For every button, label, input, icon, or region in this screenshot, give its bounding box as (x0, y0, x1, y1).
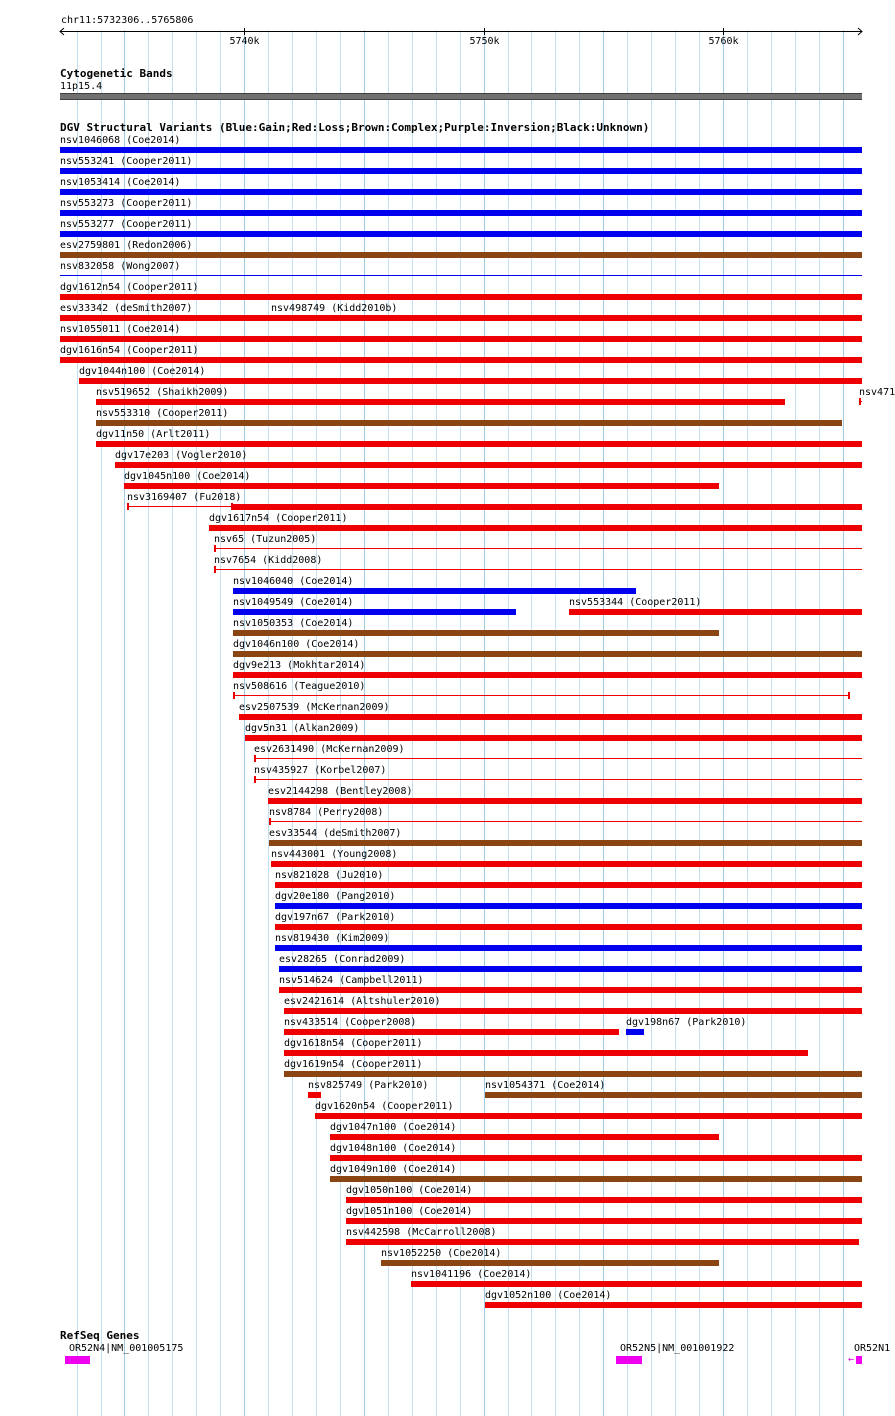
sv-feature-bar[interactable] (279, 966, 862, 972)
sv-feature-bar[interactable] (346, 1197, 862, 1203)
sv-feature-bar[interactable] (233, 588, 636, 594)
sv-feature-label: nsv553241 (Cooper2011) (60, 156, 193, 167)
sv-feature-bar[interactable] (127, 506, 233, 507)
sv-feature-label: dgv17e203 (Vogler2010) (115, 450, 248, 461)
sv-feature-bar[interactable] (275, 903, 862, 909)
sv-feature-label: dgv1612n54 (Cooper2011) (60, 282, 199, 293)
sv-feature-bar[interactable] (214, 569, 862, 570)
gene-label: OR52N5|NM_001001922 (620, 1343, 735, 1354)
sv-feature-bar[interactable] (330, 1155, 862, 1161)
sv-feature-bar[interactable] (485, 1302, 862, 1308)
sv-feature-label: nsv821028 (Ju2010) (275, 870, 384, 881)
sv-feature-bar[interactable] (485, 1092, 862, 1098)
sv-feature-bar[interactable] (60, 275, 862, 276)
sv-feature-label: nsv1049549 (Coe2014) (233, 597, 354, 608)
sv-feature-label: nsv553273 (Cooper2011) (60, 198, 193, 209)
sv-feature-label: dgv1620n54 (Cooper2011) (315, 1101, 454, 1112)
refseq-title: RefSeq Genes (60, 1329, 140, 1342)
sv-feature-bar[interactable] (233, 609, 516, 615)
sv-feature-label: nsv471 (859, 387, 895, 398)
sv-feature-label: esv2421614 (Altshuler2010) (284, 996, 441, 1007)
sv-feature-label: esv33544 (deSmith2007) (269, 828, 402, 839)
sv-feature-label: dgv1052n100 (Coe2014) (485, 1290, 612, 1301)
sv-feature-label: esv2144298 (Bentley2008) (268, 786, 413, 797)
sv-feature-label: nsv1046040 (Coe2014) (233, 576, 354, 587)
sv-feature-bar[interactable] (60, 147, 862, 153)
sv-feature-bar[interactable] (233, 651, 862, 657)
sv-feature-bar[interactable] (859, 401, 862, 402)
sv-feature-label: dgv1050n100 (Coe2014) (346, 1185, 473, 1196)
sv-feature-label: nsv553277 (Cooper2011) (60, 219, 193, 230)
sv-feature-label: esv33342 (deSmith2007) (60, 303, 193, 314)
sv-feature-label: dgv1044n100 (Coe2014) (79, 366, 206, 377)
sv-feature-label: dgv11n50 (Arlt2011) (96, 429, 211, 440)
sv-feature-label: nsv7654 (Kidd2008) (214, 555, 323, 566)
sv-feature-bar[interactable] (233, 504, 862, 510)
sv-feature-label: dgv1051n100 (Coe2014) (346, 1206, 473, 1217)
sv-feature-label: nsv3169407 (Fu2018) (127, 492, 242, 503)
sv-feature-bar[interactable] (275, 882, 862, 888)
sv-feature-bar[interactable] (60, 294, 862, 300)
sv-feature-bar[interactable] (269, 821, 862, 822)
sv-feature-label: nsv498749 (Kidd2010b) (271, 303, 398, 314)
sv-feature-label: dgv1049n100 (Coe2014) (330, 1164, 457, 1175)
sv-feature-bar[interactable] (124, 483, 719, 489)
gene-exon[interactable] (856, 1356, 862, 1364)
sv-feature-bar[interactable] (233, 695, 850, 696)
cytoband-bar[interactable] (60, 93, 862, 100)
sv-feature-label: nsv819430 (Kim2009) (275, 933, 390, 944)
sv-feature-bar[interactable] (268, 798, 862, 804)
sv-feature-label: dgv1048n100 (Coe2014) (330, 1143, 457, 1154)
sv-feature-bar[interactable] (245, 735, 862, 741)
sv-feature-label: dgv1616n54 (Cooper2011) (60, 345, 199, 356)
sv-feature-label: dgv1047n100 (Coe2014) (330, 1122, 457, 1133)
sv-feature-label: nsv442598 (McCarroll2008) (346, 1227, 497, 1238)
sv-feature-bar[interactable] (96, 420, 842, 426)
sv-feature-label: nsv1046068 (Coe2014) (60, 135, 181, 146)
sv-feature-bar[interactable] (271, 315, 862, 321)
sv-feature-bar[interactable] (271, 861, 862, 867)
sv-feature-label: nsv519652 (Shaikh2009) (96, 387, 229, 398)
sv-feature-bar[interactable] (275, 945, 862, 951)
sv-feature-label: nsv8784 (Perry2008) (269, 807, 384, 818)
sv-feature-bar[interactable] (381, 1260, 719, 1266)
strand-arrow-icon: ← (848, 1354, 855, 1365)
sv-feature-bar[interactable] (626, 1029, 644, 1035)
sv-feature-bar[interactable] (96, 399, 785, 405)
sv-feature-bar[interactable] (60, 231, 862, 237)
cytoband-name: 11p15.4 (60, 81, 103, 92)
sv-feature-bar[interactable] (346, 1239, 859, 1245)
sv-feature-label: dgv5n31 (Alkan2009) (245, 723, 360, 734)
sv-feature-label: esv2759801 (Redon2006) (60, 240, 193, 251)
sv-feature-label: nsv65 (Tuzun2005) (214, 534, 317, 545)
sv-feature-bar[interactable] (60, 315, 271, 321)
sv-feature-label: dgv20e180 (Pang2010) (275, 891, 396, 902)
sv-feature-label: dgv1619n54 (Cooper2011) (284, 1059, 423, 1070)
sv-feature-bar[interactable] (60, 189, 862, 195)
sv-feature-label: nsv1053414 (Coe2014) (60, 177, 181, 188)
sv-feature-bar[interactable] (233, 672, 862, 678)
sv-feature-bar[interactable] (411, 1281, 862, 1287)
sv-feature-label: dgv198n67 (Park2010) (626, 1017, 747, 1028)
sv-feature-bar[interactable] (330, 1134, 719, 1140)
sv-feature-label: dgv1617n54 (Cooper2011) (209, 513, 348, 524)
gene-exon[interactable] (65, 1356, 90, 1364)
sv-feature-label: esv28265 (Conrad2009) (279, 954, 406, 965)
sv-feature-bar[interactable] (115, 462, 862, 468)
sv-feature-bar[interactable] (346, 1218, 862, 1224)
sv-feature-bar[interactable] (214, 548, 862, 549)
ruler-tick-label: 5750k (469, 36, 500, 47)
sv-feature-bar[interactable] (233, 630, 719, 636)
sv-feature-label: nsv443001 (Young2008) (271, 849, 398, 860)
sv-feature-label: nsv1041196 (Coe2014) (411, 1269, 532, 1280)
sv-feature-label: nsv1050353 (Coe2014) (233, 618, 354, 629)
sv-feature-label: nsv433514 (Cooper2008) (284, 1017, 417, 1028)
sv-feature-label: nsv553310 (Cooper2011) (96, 408, 229, 419)
ruler-axis[interactable] (0, 0, 890, 50)
sv-feature-bar[interactable] (284, 1050, 808, 1056)
sv-feature-bar[interactable] (239, 714, 862, 720)
sv-feature-bar[interactable] (284, 1029, 619, 1035)
sv-feature-label: esv2507539 (McKernan2009) (239, 702, 390, 713)
sv-feature-bar[interactable] (254, 758, 862, 759)
sv-feature-label: dgv1045n100 (Coe2014) (124, 471, 251, 482)
sv-feature-label: dgv1046n100 (Coe2014) (233, 639, 360, 650)
sv-feature-label: nsv553344 (Cooper2011) (569, 597, 702, 608)
locus-label: chr11:5732306..5765806 (61, 15, 194, 26)
sv-feature-label: esv2631490 (McKernan2009) (254, 744, 405, 755)
sv-feature-bar[interactable] (308, 1092, 321, 1098)
sv-feature-bar[interactable] (254, 779, 862, 780)
sv-feature-label: dgv1618n54 (Cooper2011) (284, 1038, 423, 1049)
sv-feature-bar[interactable] (279, 987, 862, 993)
sv-feature-label: nsv435927 (Korbel2007) (254, 765, 387, 776)
sv-feature-label: dgv197n67 (Park2010) (275, 912, 396, 923)
gene-label: OR52N4|NM_001005175 (69, 1343, 184, 1354)
sv-feature-bar[interactable] (569, 609, 862, 615)
sv-feature-bar[interactable] (315, 1113, 862, 1119)
sv-feature-bar[interactable] (60, 357, 862, 363)
sv-feature-bar[interactable] (79, 378, 862, 384)
sv-feature-label: nsv514624 (Campbell2011) (279, 975, 424, 986)
ruler-tick-label: 5740k (229, 36, 260, 47)
sv-feature-bar[interactable] (96, 441, 862, 447)
sv-feature-bar[interactable] (60, 210, 862, 216)
dgv-title: DGV Structural Variants (Blue:Gain;Red:Loss;Brown:Complex;Purple:Inversion;Black:Unknown) (60, 121, 650, 134)
gene-exon[interactable] (616, 1356, 642, 1364)
ruler-tick-label: 5760k (708, 36, 739, 47)
sv-feature-bar[interactable] (60, 336, 862, 342)
sv-feature-label: dgv9e213 (Mokhtar2014) (233, 660, 366, 671)
sv-feature-label: nsv508616 (Teague2010) (233, 681, 366, 692)
sv-feature-bar[interactable] (60, 252, 862, 258)
sv-feature-bar[interactable] (209, 525, 862, 531)
sv-feature-label: nsv1052250 (Coe2014) (381, 1248, 502, 1259)
gene-label: OR52N1 (854, 1343, 891, 1354)
sv-feature-label: nsv832058 (Wong2007) (60, 261, 181, 272)
sv-feature-label: nsv1055011 (Coe2014) (60, 324, 181, 335)
sv-feature-bar[interactable] (269, 840, 862, 846)
cytoband-title: Cytogenetic Bands (60, 67, 173, 80)
sv-feature-label: nsv825749 (Park2010) (308, 1080, 429, 1091)
sv-feature-bar[interactable] (284, 1008, 862, 1014)
sv-feature-bar[interactable] (330, 1176, 862, 1182)
sv-feature-bar[interactable] (275, 924, 862, 930)
sv-feature-bar[interactable] (284, 1071, 862, 1077)
sv-feature-bar[interactable] (60, 168, 862, 174)
sv-feature-label: nsv1054371 (Coe2014) (485, 1080, 606, 1091)
